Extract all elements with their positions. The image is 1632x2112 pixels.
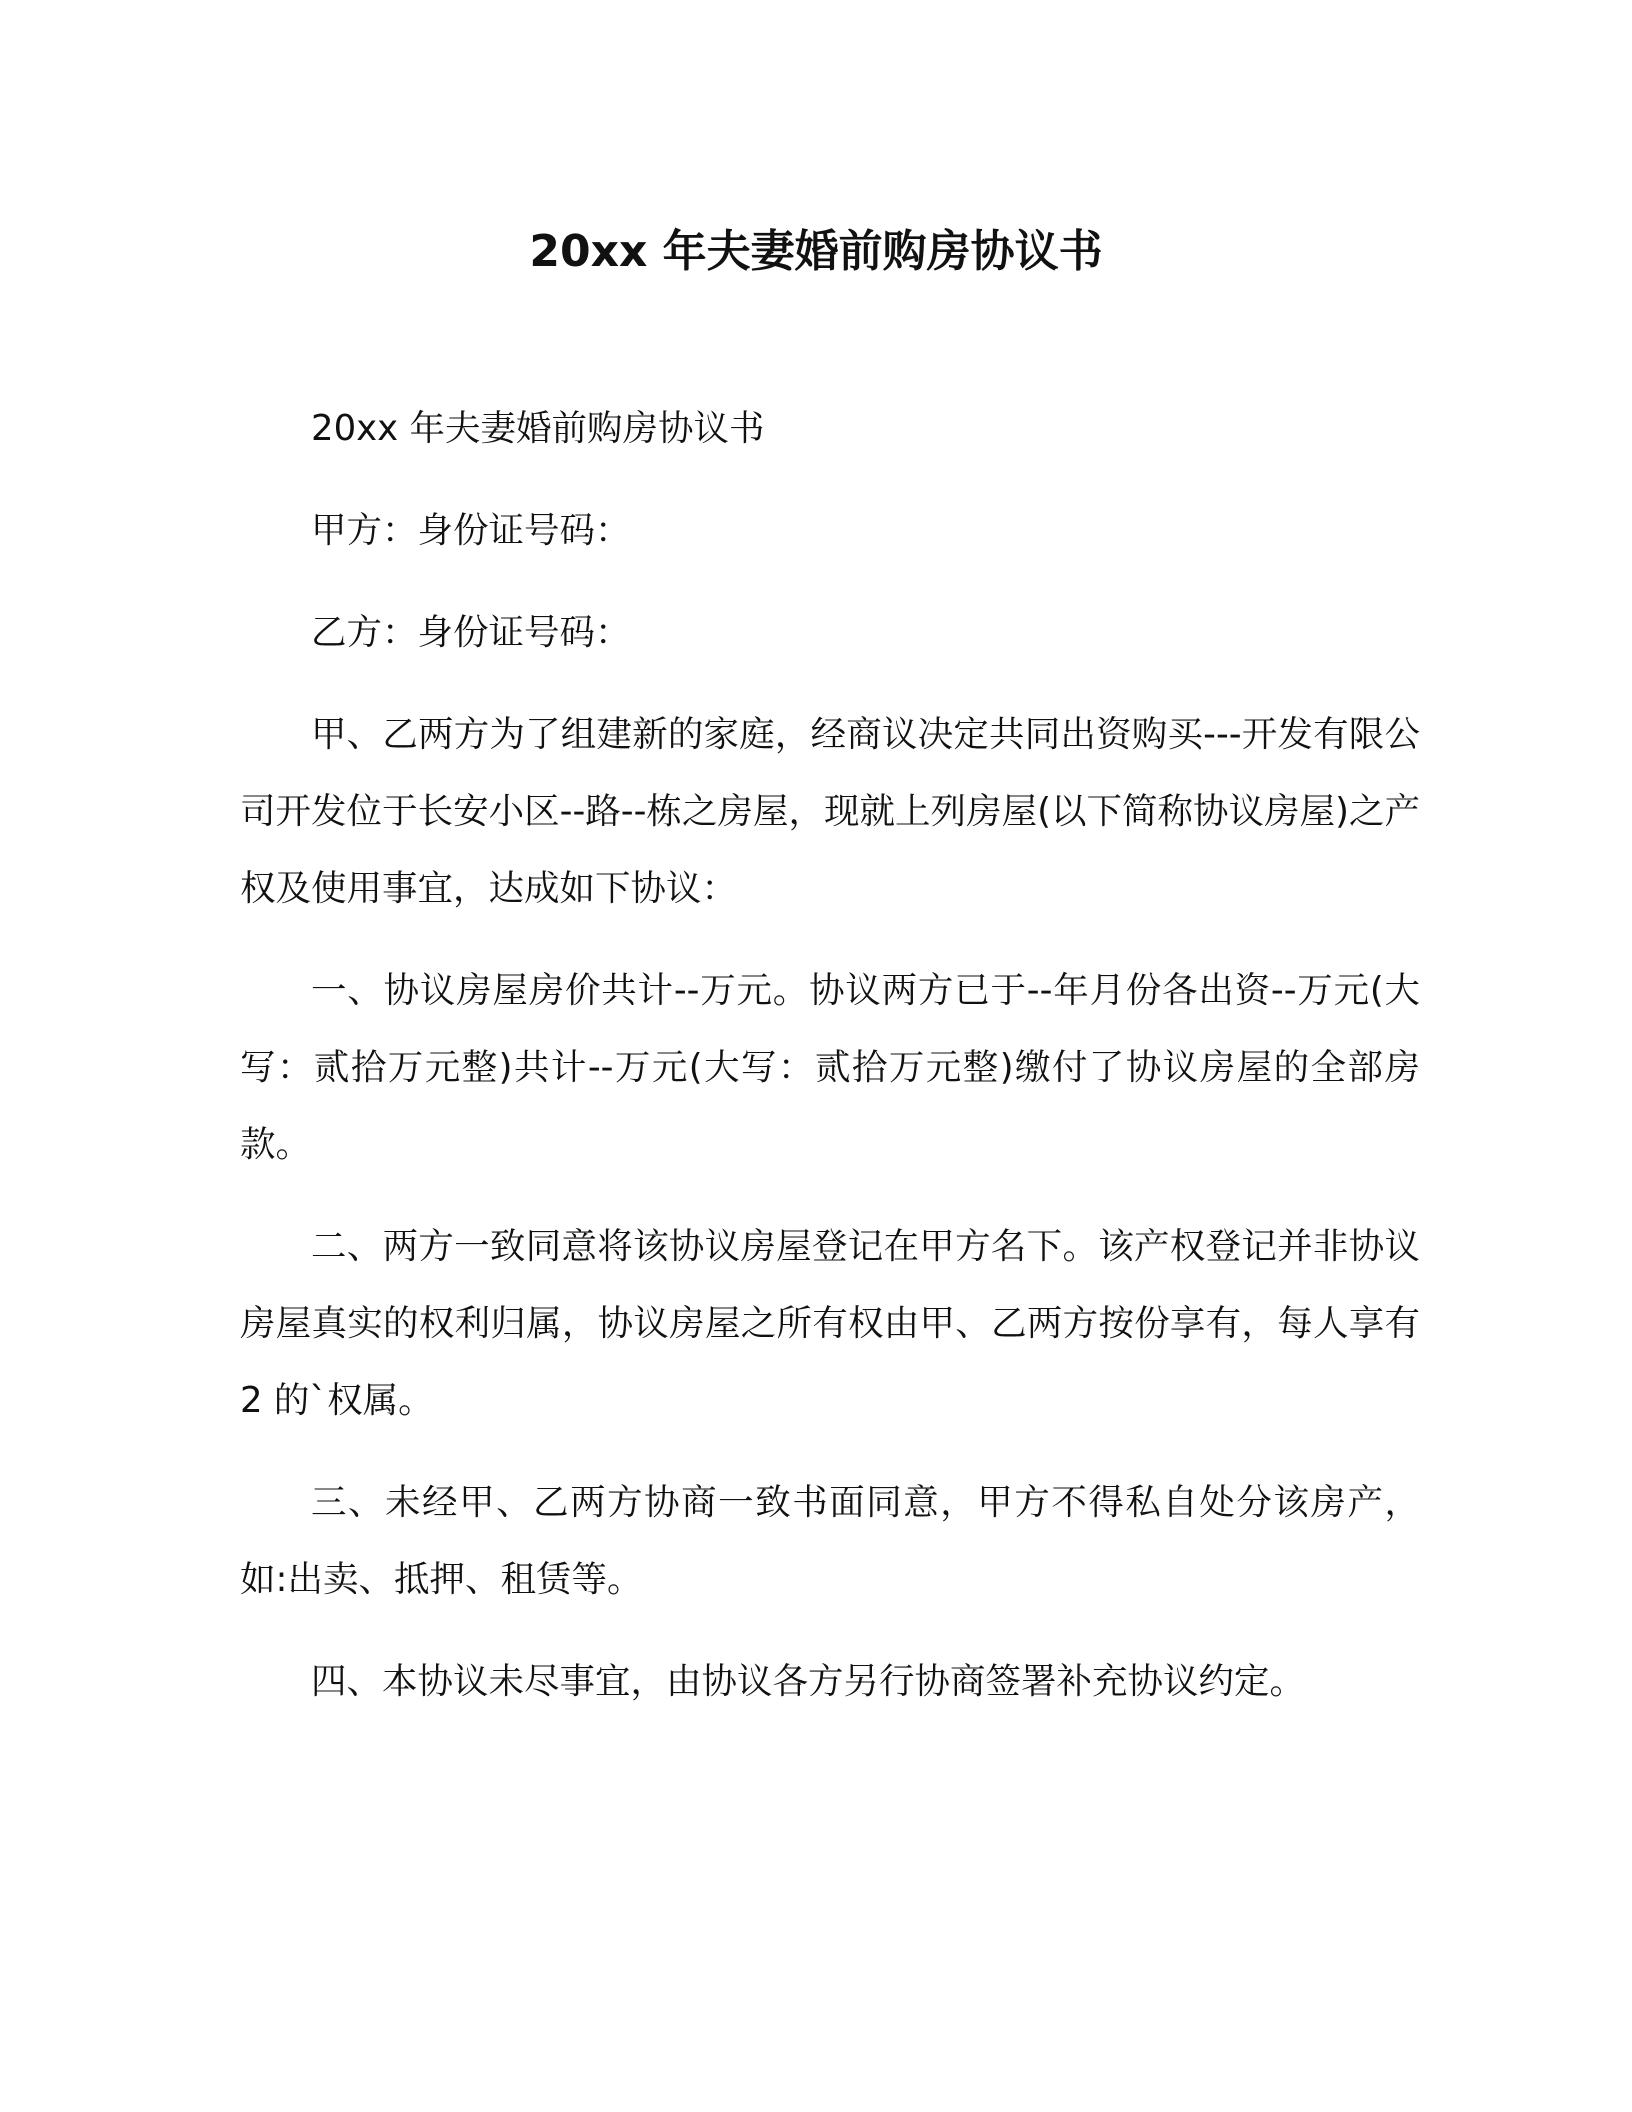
clause-2: 二、两方一致同意将该协议房屋登记在甲方名下。该产权登记并非协议房屋真实的权利归属，协议房屋之所有权由甲、乙两方按份享有，每人享有 2 的`权属。 (240, 1226, 1420, 1421)
document-title: 20xx 年夫妻婚前购房协议书 (529, 226, 1103, 277)
clause-1: 一、协议房屋房价共计--万元。协议两方已于--年月份各出资--万元(大写：贰拾万元整)共计--万元(大写：贰拾万元整)缴付了协议房屋的全部房款。 (240, 970, 1420, 1165)
preamble-paragraph: 甲、乙两方为了组建新的家庭，经商议决定共同出资购买---开发有限公司开发位于长安小区--路--栋之房屋，现就上列房屋(以下简称协议房屋)之产权及使用事宜，达成如下协议： (240, 714, 1420, 909)
clause-4: 四、本协议未尽事宜，由协议各方另行协商签署补充协议约定。 (311, 1661, 1306, 1702)
party-b-line: 乙方：身份证号码： (311, 612, 631, 653)
clause-3: 三、未经甲、乙两方协商一致书面同意，甲方不得私自处分该房产，如:出卖、抵押、租赁等。 (240, 1482, 1420, 1600)
subtitle-paragraph: 20xx 年夫妻婚前购房协议书 (311, 408, 765, 449)
party-a-line: 甲方：身份证号码： (311, 510, 631, 551)
document-body (240, 390, 1420, 1745)
